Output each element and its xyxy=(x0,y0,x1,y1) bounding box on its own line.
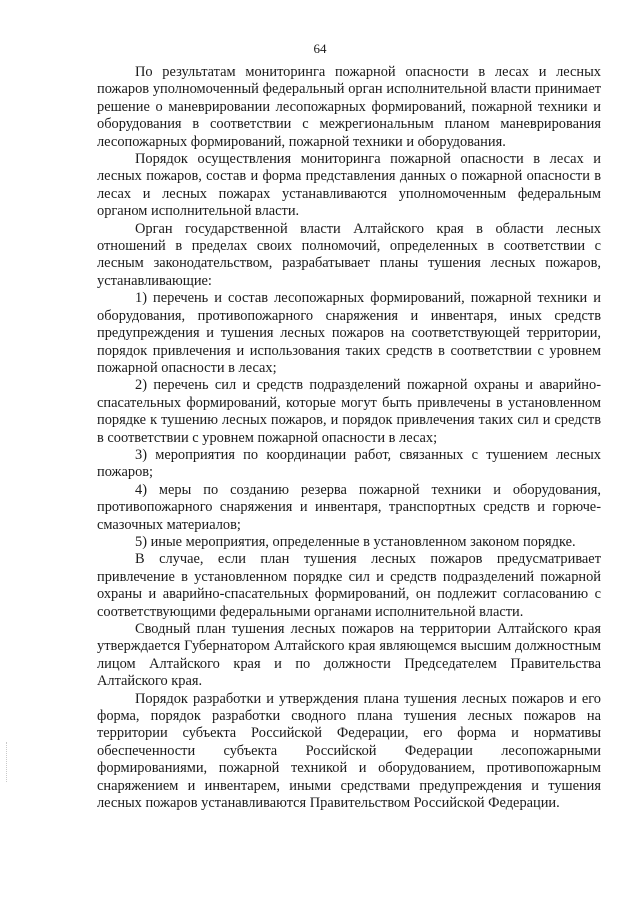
paragraph-monitoring-procedure: Порядок осуществления мониторинга пожарной опасности в лесах и лесных пожаров, состав и форма представления данных о пожарной опасности в лесах и лесных пожарах устанавливаются уполномоченным федеральным органом исполнительной власти. xyxy=(97,151,601,220)
body-text xyxy=(97,64,601,812)
page-number: 64 xyxy=(313,41,327,56)
list-item-3: 3) мероприятия по координации работ, связанных с тушением лесных пожаров; xyxy=(97,446,601,481)
scan-margin-mark xyxy=(6,742,9,782)
list-item-1: 1) перечень и состав лесопожарных формирований, пожарной техники и оборудования, противопожарного снаряжения и инвентаря, иных средств предупреждения и тушения лесных пожаров на соответствующей территории, порядок привлечения и использования таких средств в соответствии с уровнем пожарной опасности в лесах; xyxy=(97,290,601,376)
paragraph-development-procedure: Порядок разработки и утверждения плана тушения лесных пожаров и его форма, порядок разработки сводного плана тушения лесных пожаров на территории субъекта Российской Федерации, его форма и нормативы обеспеченности субъекта Российской Федерации лесопожарными формированиями, пожарной техникой и оборудованием, противопожарным снаряжением и инвентарем, иными средствами предупреждения и тушения лесных пожаров устанавливаются Правительством Российской Федерации. xyxy=(97,690,601,812)
list-item-5: 5) иные мероприятия, определенные в установленном законом порядке. xyxy=(135,533,576,550)
list-item-4: 4) меры по созданию резерва пожарной техники и оборудования, противопожарного снаряжения и инвентаря, транспортных средств и горюче-смазочных материалов; xyxy=(97,481,601,533)
list-item-2: 2) перечень сил и средств подразделений пожарной охраны и аварийно-спасательных формирований, которые могут быть привлечены в установленном порядке к тушению лесных пожаров, и порядок привлечения таких сил и средств в соответствии с уровнем пожарной опасности в лесах; xyxy=(97,377,601,446)
paragraph-coordination: В случае, если план тушения лесных пожаров предусматривает привлечение в установленном порядке сил и средств подразделений пожарной охраны и аварийно-спасательных формирований, он подлежит согласованию с соответствующими федеральными органами исполнительной власти. xyxy=(97,551,601,620)
paragraph-consolidated-plan: Сводный план тушения лесных пожаров на территории Алтайского края утверждается Губернатором Алтайского края являющемся высшим должностным лицом Алтайского края и по должности Председателем Правительства Алтайского края. xyxy=(97,621,601,690)
paragraph-regional-authority: Орган государственной власти Алтайского края в области лесных отношений в пределах своих полномочий, определенных в соответствии с лесным законодательством, разрабатывает планы тушения лесных пожаров, устанавливающие: xyxy=(97,220,601,289)
paragraph-monitoring-results: По результатам мониторинга пожарной опасности в лесах и лесных пожаров уполномоченный федеральный орган исполнительной власти принимает решение о маневрировании лесопожарных формирований, пожарной техники и оборудования в соответствии с межрегиональным планом маневрирования лесопожарных формирований, пожарной техники и оборудования. xyxy=(97,64,601,150)
